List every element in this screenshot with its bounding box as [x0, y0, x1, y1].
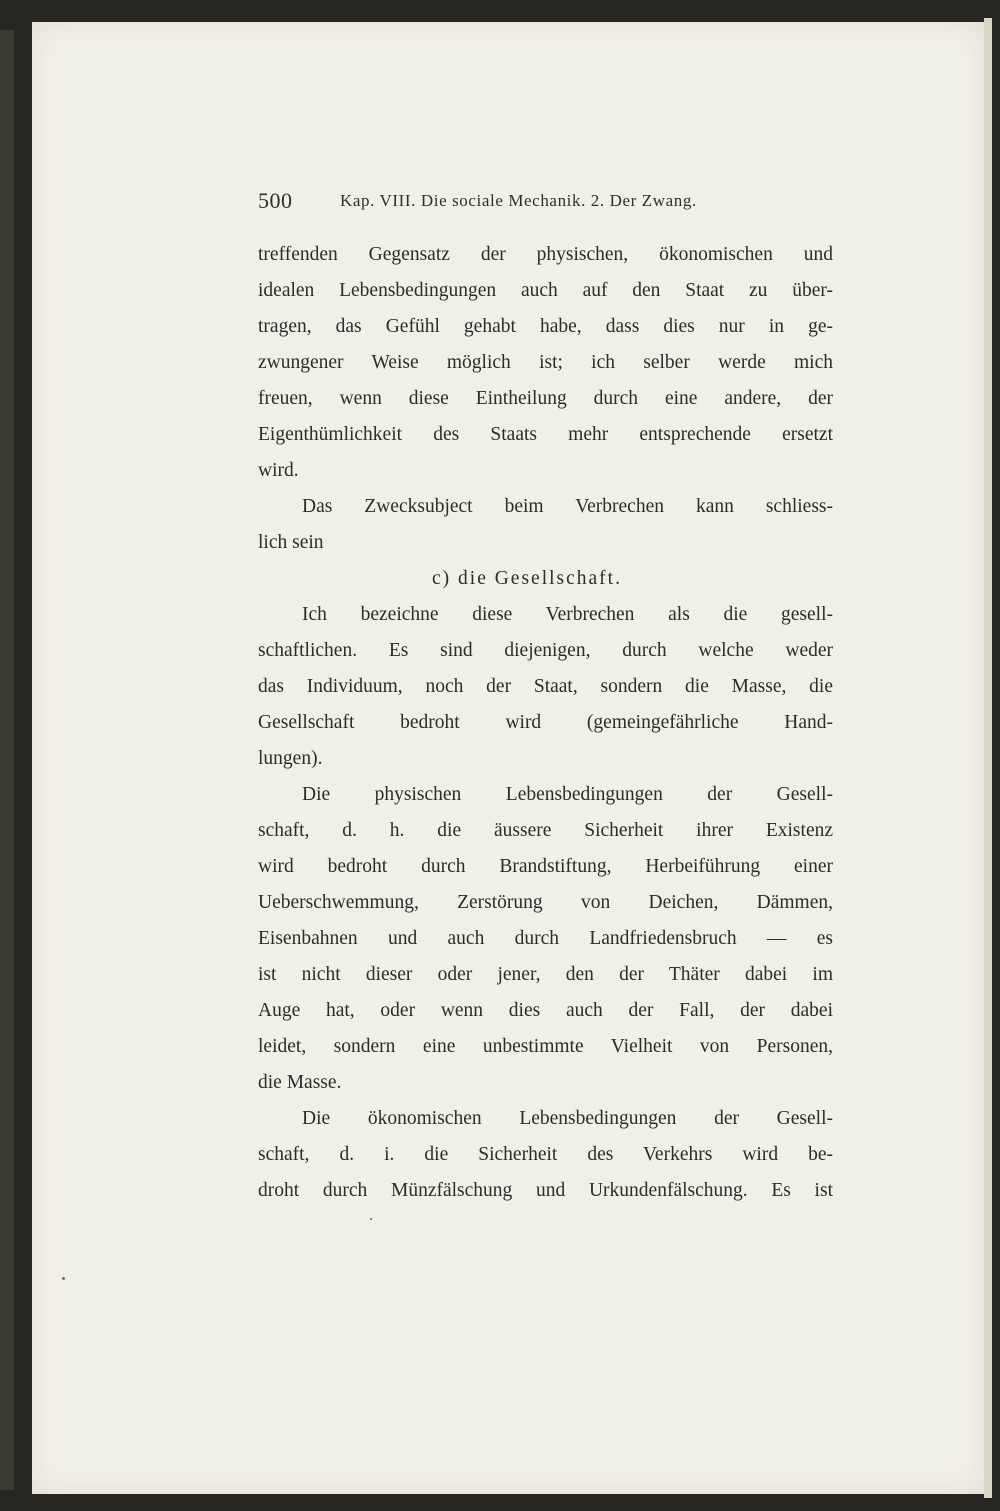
- text-line: zwungener Weise möglich ist; ich selber werde mich: [258, 352, 833, 373]
- text-line: Ueberschwemmung, Zerstörung von Deichen, Dämmen,: [258, 892, 833, 913]
- paper-speck: [62, 1277, 65, 1280]
- paragraph-start-line: Ich bezeichne diese Verbrechen als die gesell-: [302, 604, 833, 625]
- page-number: 500: [258, 188, 293, 213]
- text-line: leidet, sondern eine unbestimmte Vielheit von Personen,: [258, 1036, 833, 1057]
- paper-speck: [370, 1218, 372, 1220]
- running-head-title: Kap. VIII. Die sociale Mechanik. 2. Der Zwang.: [340, 191, 697, 210]
- text-line: ist nicht dieser oder jener, den der Thäter dabei im: [258, 964, 833, 985]
- text-line: Auge hat, oder wenn dies auch der Fall, der dabei: [258, 1000, 833, 1021]
- text-line: schaft, d. h. die äussere Sicherheit ihrer Existenz: [258, 820, 833, 841]
- text-line: das Individuum, noch der Staat, sondern die Masse, die: [258, 676, 833, 697]
- page-edge: [984, 18, 992, 1498]
- paragraph-start-line: Die ökonomischen Lebensbedingungen der Gesell-: [302, 1108, 833, 1129]
- text-line: Eigenthümlichkeit des Staats mehr entsprechende ersetzt: [258, 424, 833, 445]
- paragraph-start-line: Das Zwecksubject beim Verbrechen kann schliess-: [302, 496, 833, 517]
- paragraph-start-line: Die physischen Lebensbedingungen der Gesell-: [302, 784, 833, 805]
- text-line: Eisenbahnen und auch durch Landfriedensbruch — es: [258, 928, 833, 949]
- text-line: schaft, d. i. die Sicherheit des Verkehrs wird be-: [258, 1144, 833, 1165]
- text-line: schaftlichen. Es sind diejenigen, durch welche weder: [258, 640, 833, 661]
- text-line: wird bedroht durch Brandstiftung, Herbeiführung einer: [258, 856, 833, 877]
- text-line: lich sein: [258, 532, 324, 553]
- text-line: freuen, wenn diese Eintheilung durch eine andere, der: [258, 388, 833, 409]
- text-line: wird.: [258, 460, 299, 481]
- text-line: droht durch Münzfälschung und Urkundenfälschung. Es ist: [258, 1180, 833, 1201]
- text-line: idealen Lebensbedingungen auch auf den Staat zu über-: [258, 280, 833, 301]
- running-head: [258, 188, 833, 218]
- text-line: treffenden Gegensatz der physischen, ökonomischen und: [258, 244, 833, 265]
- text-line: die Masse.: [258, 1072, 342, 1093]
- text-line: lungen).: [258, 748, 323, 769]
- section-heading: c) die Gesellschaft.: [432, 568, 622, 589]
- text-line: Gesellschaft bedroht wird (gemeingefährliche Hand-: [258, 712, 833, 733]
- binding-edge: [0, 30, 14, 1490]
- text-line: tragen, das Gefühl gehabt habe, dass dies nur in ge-: [258, 316, 833, 337]
